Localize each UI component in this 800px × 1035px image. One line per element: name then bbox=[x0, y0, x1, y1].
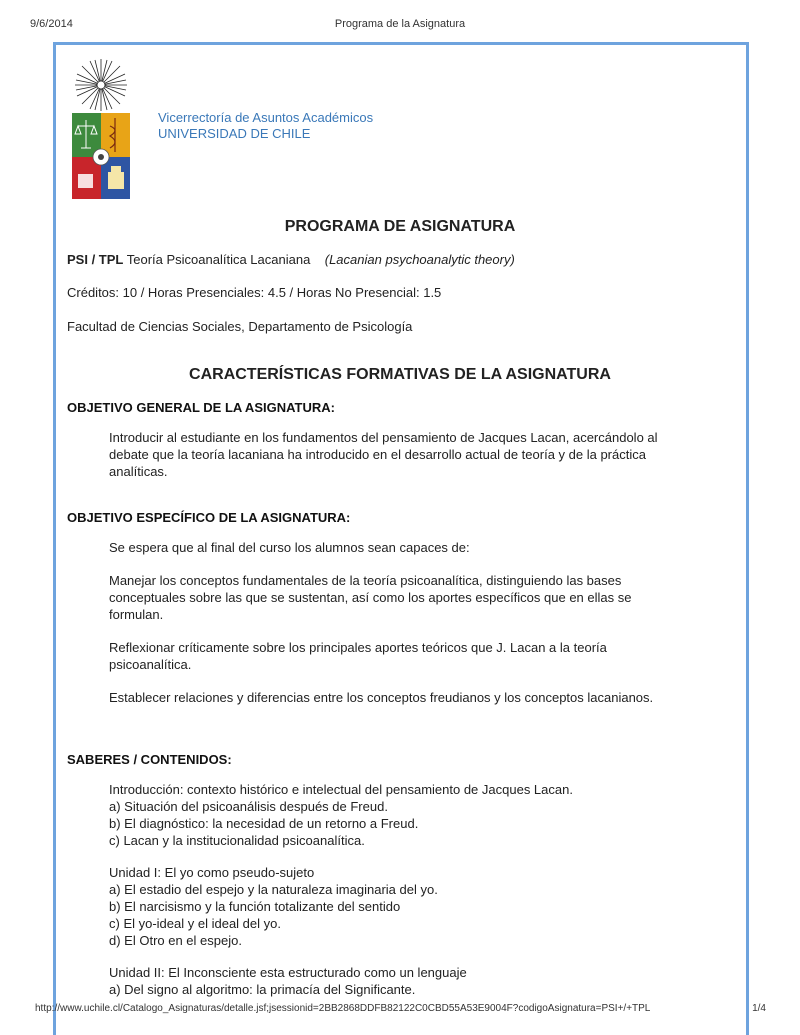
course-code: PSI / TPL bbox=[67, 252, 124, 267]
contents-line: b) El narcisismo y la función totalizante del sentido bbox=[109, 899, 401, 914]
course-english-name: (Lacanian psychoanalytic theory) bbox=[324, 252, 515, 267]
general-objective-line: Introducir al estudiante en los fundamentos del pensamiento de Jacques Lacan, acercándolo al bbox=[109, 430, 658, 445]
print-url: http://www.uchile.cl/Catalogo_Asignaturas/detalle.jsf;jsessionid=2BB2868DDFB82122C0CBD55A53E9004F?codigoAsignatura=PSI+/+TPL bbox=[35, 1003, 651, 1014]
general-objective-text bbox=[109, 429, 689, 480]
print-title: Programa de la Asignatura bbox=[334, 18, 466, 30]
specific-objective-intro: Se espera que al final del curso los alumnos sean capaces de: bbox=[109, 540, 470, 555]
contents-intro-block bbox=[109, 781, 689, 849]
contents-line: Unidad I: El yo como pseudo-sujeto bbox=[109, 865, 315, 880]
contents-line: c) Lacan y la institucionalidad psicoanalítica. bbox=[109, 833, 365, 848]
credits-line: Créditos: 10 / Horas Presenciales: 4.5 / Horas No Presencial: 1.5 bbox=[67, 285, 442, 300]
institution-vicerrectoria: Vicerrectoría de Asuntos Académicos bbox=[158, 110, 374, 125]
specific-objective-item-3: Establecer relaciones y diferencias entre los conceptos freudianos y los conceptos lacanianos. bbox=[109, 690, 654, 705]
contents-line: a) Del signo al algoritmo: la primacía del Significante. bbox=[109, 982, 416, 997]
specific-objective-item-1-line: conceptuales sobre las que se sustentan, así como los aportes específicos que en ellas se bbox=[109, 590, 632, 605]
specific-objective-item-2 bbox=[109, 639, 689, 673]
specific-objective-item-2-line: Reflexionar críticamente sobre los principales aportes teóricos que J. Lacan a la teoría bbox=[109, 640, 607, 655]
contents-unit2-block bbox=[109, 964, 689, 998]
general-objective-line: debate que la teoría lacaniana ha introducido en el desarrollo actual de teoría y de la práctica bbox=[109, 447, 646, 462]
course-name: Teoría Psicoanalítica Lacaniana bbox=[126, 252, 311, 267]
page-number: 1/4 bbox=[752, 1003, 766, 1014]
contents-line: a) Situación del psicoanálisis después de Freud. bbox=[109, 799, 388, 814]
institution-block bbox=[158, 110, 373, 142]
contents-line: c) El yo-ideal y el ideal del yo. bbox=[109, 916, 281, 931]
contents-line: a) El estadio del espejo y la naturaleza imaginaria del yo. bbox=[109, 882, 438, 897]
page-title: PROGRAMA DE ASIGNATURA bbox=[284, 218, 516, 235]
university-crest-logo bbox=[70, 56, 132, 201]
print-footer bbox=[0, 1003, 800, 1017]
general-objective-title: OBJETIVO GENERAL DE LA ASIGNATURA: bbox=[67, 400, 335, 415]
specific-objective-item-1 bbox=[109, 572, 689, 623]
contents-line: Unidad II: El Inconsciente esta estructurado como un lenguaje bbox=[109, 965, 467, 980]
contents-line: Introducción: contexto histórico e intelectual del pensamiento de Jacques Lacan. bbox=[109, 782, 573, 797]
general-objective-line: analíticas. bbox=[109, 464, 168, 479]
contents-unit1-block bbox=[109, 864, 689, 949]
print-date: 9/6/2014 bbox=[30, 18, 73, 30]
faculty-line: Facultad de Ciencias Sociales, Departamento de Psicología bbox=[67, 319, 413, 334]
contents-line: b) El diagnóstico: la necesidad de un retorno a Freud. bbox=[109, 816, 419, 831]
print-header bbox=[0, 18, 800, 32]
institution-university: UNIVERSIDAD DE CHILE bbox=[158, 126, 311, 141]
specific-objective-item-1-line: Manejar los conceptos fundamentales de la teoría psicoanalítica, distinguiendo las bases bbox=[109, 573, 622, 588]
contents-line: d) El Otro en el espejo. bbox=[109, 933, 242, 948]
specific-objective-item-1-line: formulan. bbox=[109, 607, 164, 622]
characteristics-heading: CARACTERÍSTICAS FORMATIVAS DE LA ASIGNATURA bbox=[189, 366, 611, 383]
contents-title: SABERES / CONTENIDOS: bbox=[67, 752, 232, 767]
course-line bbox=[67, 252, 515, 267]
specific-objective-title: OBJETIVO ESPECÍFICO DE LA ASIGNATURA: bbox=[67, 510, 351, 525]
specific-objective-item-2-line: psicoanalítica. bbox=[109, 657, 192, 672]
